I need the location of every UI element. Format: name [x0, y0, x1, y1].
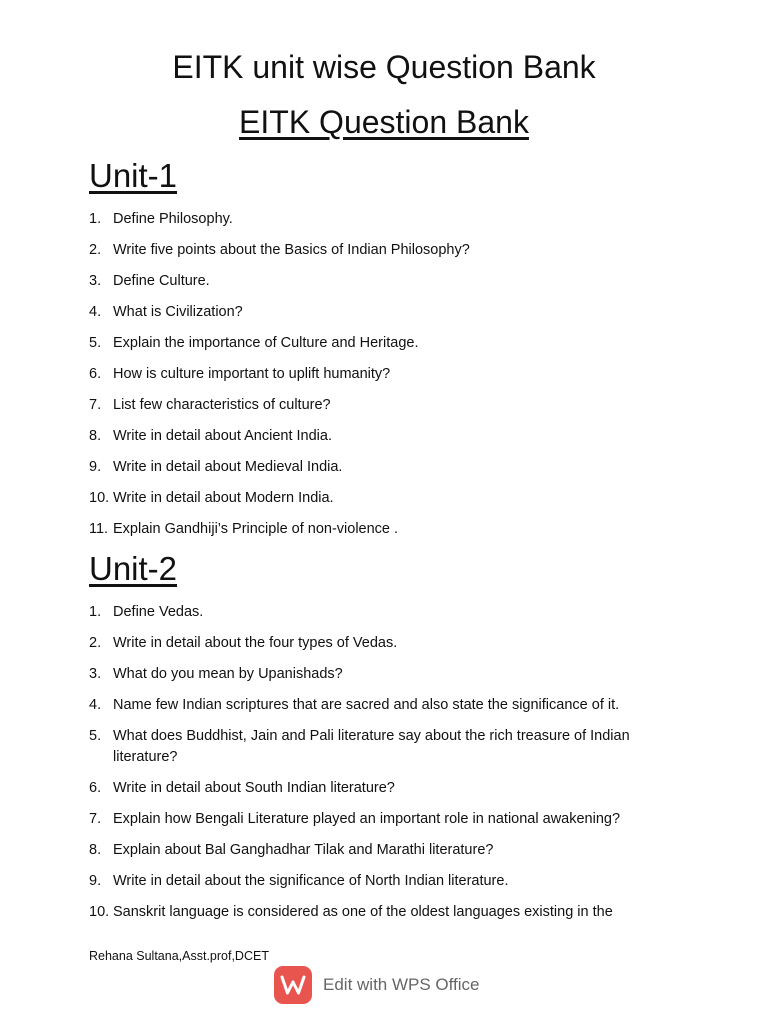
question-item: [89, 602, 689, 623]
question-text: What do you mean by Upanishads?: [113, 666, 343, 682]
question-number: 1.: [89, 604, 102, 620]
question-text: Define Philosophy.: [113, 211, 233, 227]
question-text: Define Vedas.: [113, 604, 204, 620]
unit-1-heading: Unit-1: [89, 157, 178, 194]
question-item: [89, 426, 689, 447]
question-item: [89, 519, 689, 540]
question-number: 9.: [89, 873, 102, 889]
question-number: 2.: [89, 242, 102, 258]
question-number: 10.: [89, 490, 110, 506]
question-item: [89, 664, 689, 685]
unit-2-question-list: [89, 602, 689, 933]
question-text: Define Culture.: [113, 273, 210, 289]
edit-with-wps-button[interactable]: [274, 966, 480, 1004]
question-text: Write in detail about the four types of Vedas.: [113, 635, 398, 651]
question-item: [89, 809, 689, 830]
question-item: [89, 488, 689, 509]
document-subtitle: EITK Question Bank: [239, 104, 529, 140]
question-text: Write in detail about Medieval India.: [113, 459, 343, 475]
document-title: EITK unit wise Question Bank: [172, 49, 596, 85]
question-text: Explain Gandhiji’s Principle of non-violence .: [113, 521, 399, 537]
question-item: [89, 871, 689, 892]
question-number: 4.: [89, 697, 102, 713]
question-item: [89, 778, 689, 799]
question-number: 3.: [89, 273, 102, 289]
wps-logo-icon: [274, 966, 312, 1004]
question-text: How is culture important to uplift humanity?: [113, 366, 391, 382]
question-number: 9.: [89, 459, 102, 475]
question-number: 1.: [89, 211, 102, 227]
question-number: 8.: [89, 428, 102, 444]
question-number: 5.: [89, 728, 102, 744]
question-text: List few characteristics of culture?: [113, 397, 331, 413]
question-item: [89, 240, 689, 261]
question-item: [89, 902, 689, 923]
question-text: What does Buddhist, Jain and Pali literature say about the rich treasure of Indian literature?: [113, 728, 630, 765]
question-item: [89, 302, 689, 323]
question-text: What is Civilization?: [113, 304, 243, 320]
question-item: [89, 457, 689, 478]
question-text: Write five points about the Basics of Indian Philosophy?: [113, 242, 470, 258]
question-text: Sanskrit language is considered as one of the oldest languages existing in the: [113, 904, 613, 920]
question-text: Write in detail about the significance of North Indian literature.: [113, 873, 509, 889]
question-item: [89, 333, 689, 354]
question-number: 2.: [89, 635, 102, 651]
author-footer: Rehana Sultana,Asst.prof,DCET: [89, 949, 269, 963]
question-item: [89, 633, 689, 654]
question-number: 11.: [89, 521, 109, 537]
question-number: 8.: [89, 842, 102, 858]
question-text: Write in detail about Modern India.: [113, 490, 334, 506]
question-item: [89, 209, 689, 230]
question-number: 6.: [89, 366, 102, 382]
question-number: 10.: [89, 904, 110, 920]
question-item: [89, 840, 689, 861]
question-item: [89, 364, 689, 385]
question-item: [89, 271, 689, 292]
question-text: Write in detail about Ancient India.: [113, 428, 332, 444]
question-item: [89, 726, 689, 768]
question-number: 4.: [89, 304, 102, 320]
question-number: 7.: [89, 811, 102, 827]
unit-1-question-list: [89, 209, 689, 550]
question-text: Explain how Bengali Literature played an important role in national awakening?: [113, 811, 621, 827]
question-text: Explain about Bal Ganghadhar Tilak and Marathi literature?: [113, 842, 494, 858]
question-number: 3.: [89, 666, 102, 682]
question-number: 6.: [89, 780, 102, 796]
unit-2-heading: Unit-2: [89, 550, 178, 587]
question-item: [89, 695, 689, 716]
question-text: Name few Indian scriptures that are sacred and also state the significance of it.: [113, 697, 620, 713]
question-number: 7.: [89, 397, 102, 413]
question-text: Explain the importance of Culture and Heritage.: [113, 335, 419, 351]
question-text: Write in detail about South Indian literature?: [113, 780, 395, 796]
wps-badge-label: Edit with WPS Office: [323, 975, 480, 994]
question-item: [89, 395, 689, 416]
question-number: 5.: [89, 335, 102, 351]
